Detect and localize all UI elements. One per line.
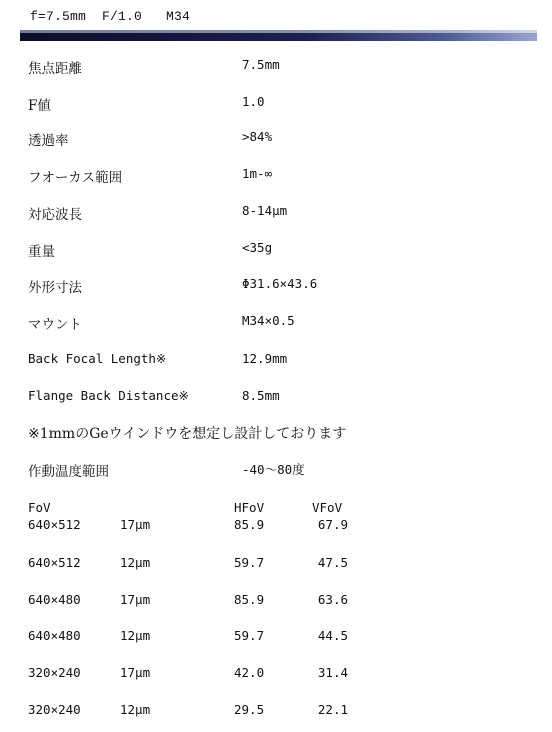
spec-value: 1.0 [242, 94, 265, 109]
fov-table-row [0, 628, 552, 644]
fov-table-row [0, 555, 552, 571]
hfov-cell: 42.0 [234, 665, 265, 680]
resolution-cell: 640×512 [28, 555, 81, 570]
vfov-cell: 44.5 [317, 628, 348, 643]
hfov-cell: 59.7 [234, 555, 265, 570]
vfov-cell: 67.9 [317, 517, 348, 532]
hfov-cell: 59.7 [234, 628, 265, 643]
pixel-pitch-cell: 12μm [120, 702, 151, 717]
spec-label: 外形寸法 [28, 280, 82, 296]
resolution-cell: 320×240 [28, 665, 81, 680]
spec-value: 7.5mm [242, 57, 280, 72]
fov-table-header [0, 500, 552, 516]
spec-row-operating-temperature [0, 460, 552, 482]
spec-value: <35g [242, 240, 273, 255]
spec-label: 対応波長 [28, 207, 82, 223]
spec-row-mount [0, 313, 552, 335]
vfov-header-label: VFoV [312, 500, 343, 515]
spec-value: 8-14μm [242, 203, 288, 218]
spec-row-transmittance [0, 129, 552, 151]
spec-row-dimensions [0, 276, 552, 298]
spec-label: 作動温度範囲 [28, 464, 109, 480]
fov-table-row [0, 592, 552, 608]
spec-value: -40〜80度 [242, 462, 305, 477]
fov-table-row [0, 665, 552, 681]
pixel-pitch-cell: 17μm [120, 665, 151, 680]
spec-label: Back Focal Length※ [28, 351, 167, 366]
resolution-cell: 640×480 [28, 592, 81, 607]
resolution-cell: 640×480 [28, 628, 81, 643]
pixel-pitch-cell: 17μm [120, 592, 151, 607]
fov-table-row [0, 702, 552, 718]
spec-value: 8.5mm [242, 388, 280, 403]
hfov-cell: 85.9 [234, 517, 265, 532]
spec-label: F値 [28, 98, 51, 114]
fov-header-label: FoV [28, 500, 51, 515]
pixel-pitch-cell: 12μm [120, 555, 151, 570]
spec-label: マウント [28, 317, 82, 333]
spec-value: M34×0.5 [242, 313, 295, 328]
spec-value: 12.9mm [242, 351, 288, 366]
fov-table-row [0, 517, 552, 533]
spec-label: フオーカス範囲 [28, 170, 123, 186]
vfov-cell: 31.4 [317, 665, 348, 680]
spec-label: 焦点距離 [28, 61, 82, 77]
hfov-cell: 29.5 [234, 702, 265, 717]
spec-value: Φ31.6×43.6 [242, 276, 318, 291]
spec-row-focal-length [0, 57, 552, 79]
design-note: ※1mmのGeウインドウを想定し設計しております [28, 426, 347, 442]
resolution-cell: 640×512 [28, 517, 81, 532]
pixel-pitch-cell: 17μm [120, 517, 151, 532]
hfov-cell: 85.9 [234, 592, 265, 607]
spec-row-wavelength [0, 203, 552, 225]
spec-value: >84% [242, 129, 273, 144]
hfov-header-label: HFoV [234, 500, 265, 515]
spec-label: Flange Back Distance※ [28, 388, 189, 403]
lens-title: f=7.5mm F/1.0 M34 [30, 9, 191, 24]
resolution-cell: 320×240 [28, 702, 81, 717]
spec-label: 透過率 [28, 133, 69, 149]
vfov-cell: 63.6 [317, 592, 348, 607]
spec-row-weight [0, 240, 552, 262]
pixel-pitch-cell: 12μm [120, 628, 151, 643]
vfov-cell: 47.5 [317, 555, 348, 570]
vfov-cell: 22.1 [317, 702, 348, 717]
spec-value: 1m-∞ [242, 166, 273, 181]
spec-row-flange-back-distance [0, 388, 552, 410]
spec-row-back-focal-length [0, 351, 552, 373]
spec-row-f-number [0, 94, 552, 116]
spec-row-focus-range [0, 166, 552, 188]
header-divider-bar [20, 30, 537, 41]
spec-label: 重量 [28, 244, 55, 260]
